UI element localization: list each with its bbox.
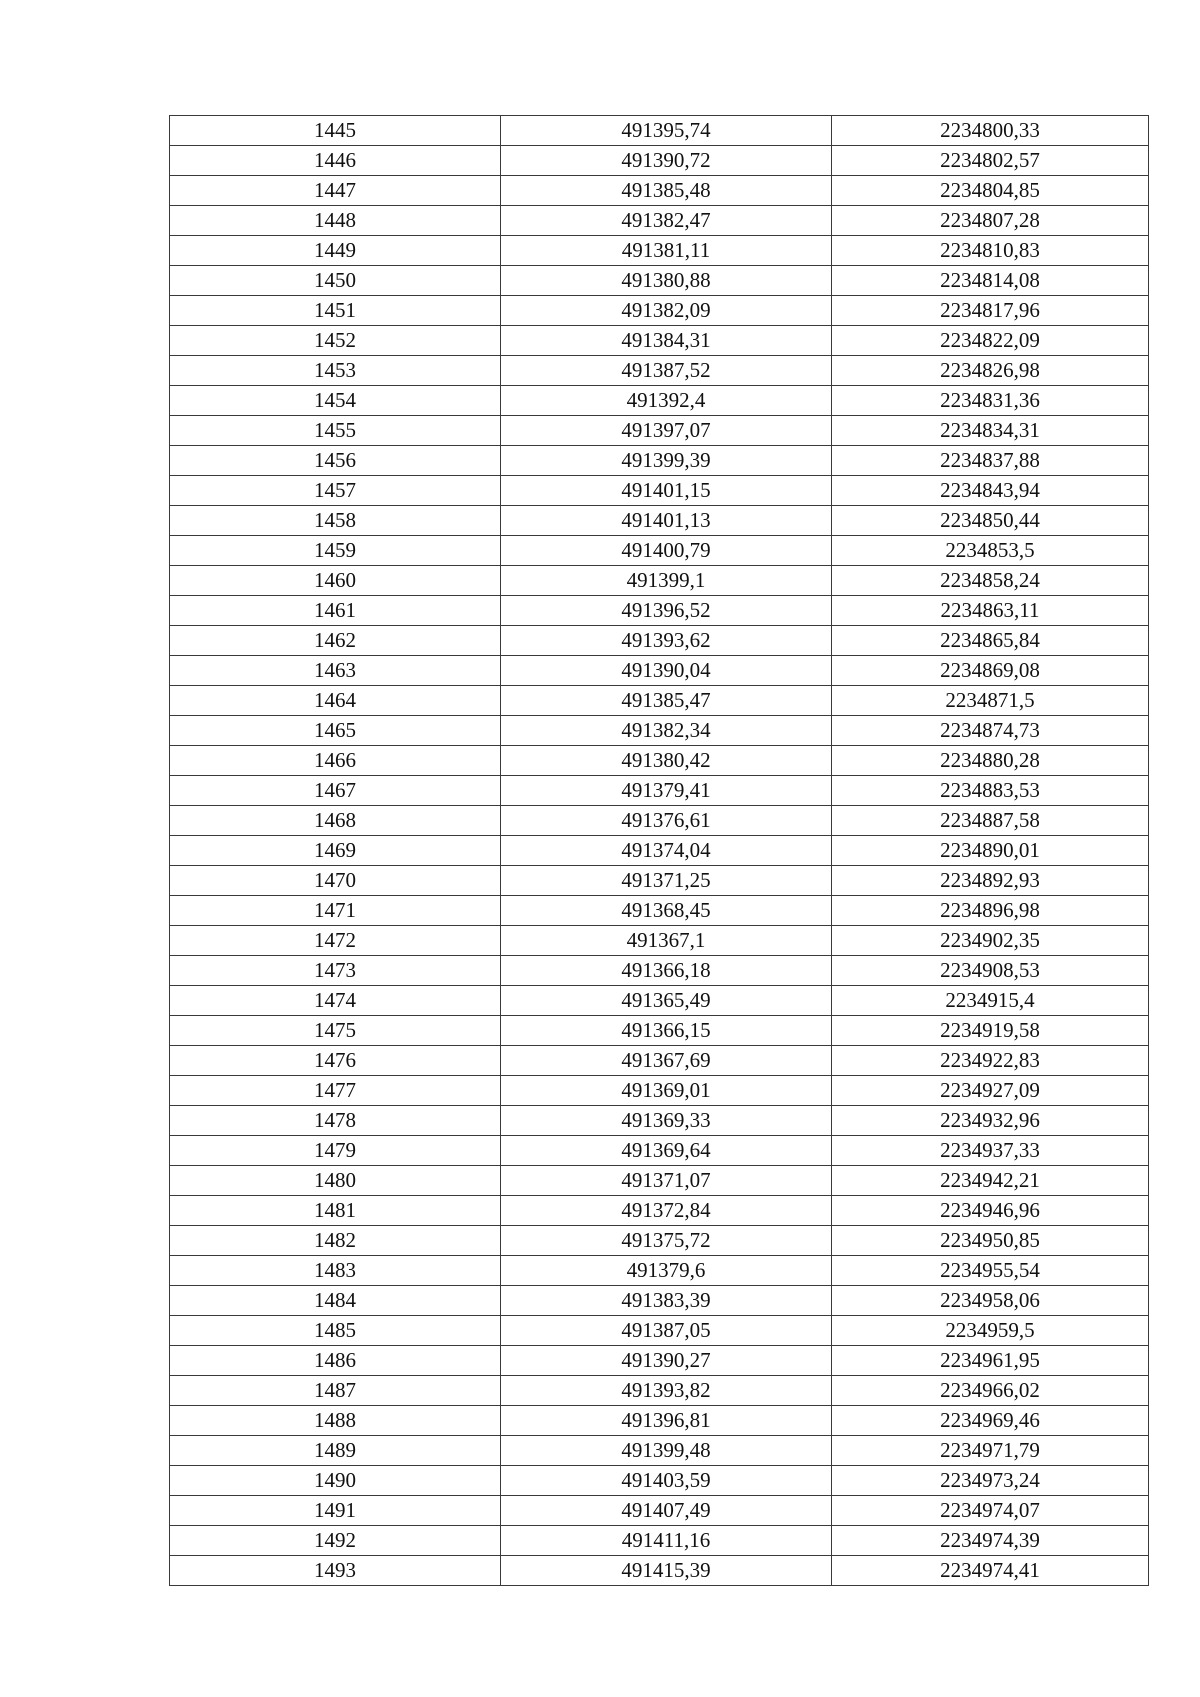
point-number-cell: 1447 [170, 176, 501, 206]
point-number-cell: 1492 [170, 1526, 501, 1556]
x-coordinate-cell: 491382,34 [501, 716, 832, 746]
point-number-cell: 1459 [170, 536, 501, 566]
table-row [170, 1436, 1149, 1466]
y-coordinate-cell: 2234966,02 [832, 1376, 1149, 1406]
table-row [170, 656, 1149, 686]
y-coordinate-cell: 2234865,84 [832, 626, 1149, 656]
table-row [170, 206, 1149, 236]
table-row [170, 776, 1149, 806]
point-number-cell: 1472 [170, 926, 501, 956]
x-coordinate-cell: 491397,07 [501, 416, 832, 446]
table-row [170, 1166, 1149, 1196]
y-coordinate-cell: 2234958,06 [832, 1286, 1149, 1316]
table-row [170, 1136, 1149, 1166]
x-coordinate-cell: 491371,25 [501, 866, 832, 896]
table-row [170, 1256, 1149, 1286]
point-number-cell: 1463 [170, 656, 501, 686]
x-coordinate-cell: 491376,61 [501, 806, 832, 836]
table-row [170, 1556, 1149, 1586]
y-coordinate-cell: 2234973,24 [832, 1466, 1149, 1496]
y-coordinate-cell: 2234880,28 [832, 746, 1149, 776]
point-number-cell: 1478 [170, 1106, 501, 1136]
table-row [170, 326, 1149, 356]
point-number-cell: 1460 [170, 566, 501, 596]
point-number-cell: 1483 [170, 1256, 501, 1286]
point-number-cell: 1451 [170, 296, 501, 326]
x-coordinate-cell: 491387,52 [501, 356, 832, 386]
point-number-cell: 1479 [170, 1136, 501, 1166]
y-coordinate-cell: 2234942,21 [832, 1166, 1149, 1196]
y-coordinate-cell: 2234946,96 [832, 1196, 1149, 1226]
table-row [170, 536, 1149, 566]
y-coordinate-cell: 2234932,96 [832, 1106, 1149, 1136]
y-coordinate-cell: 2234858,24 [832, 566, 1149, 596]
y-coordinate-cell: 2234902,35 [832, 926, 1149, 956]
point-number-cell: 1445 [170, 116, 501, 146]
x-coordinate-cell: 491379,41 [501, 776, 832, 806]
point-number-cell: 1469 [170, 836, 501, 866]
table-row [170, 866, 1149, 896]
y-coordinate-cell: 2234822,09 [832, 326, 1149, 356]
y-coordinate-cell: 2234814,08 [832, 266, 1149, 296]
y-coordinate-cell: 2234800,33 [832, 116, 1149, 146]
x-coordinate-cell: 491390,04 [501, 656, 832, 686]
point-number-cell: 1477 [170, 1076, 501, 1106]
x-coordinate-cell: 491411,16 [501, 1526, 832, 1556]
point-number-cell: 1461 [170, 596, 501, 626]
table-row [170, 986, 1149, 1016]
table-row [170, 266, 1149, 296]
point-number-cell: 1464 [170, 686, 501, 716]
y-coordinate-cell: 2234927,09 [832, 1076, 1149, 1106]
point-number-cell: 1473 [170, 956, 501, 986]
x-coordinate-cell: 491396,81 [501, 1406, 832, 1436]
y-coordinate-cell: 2234887,58 [832, 806, 1149, 836]
y-coordinate-cell: 2234874,73 [832, 716, 1149, 746]
x-coordinate-cell: 491396,52 [501, 596, 832, 626]
table-row [170, 386, 1149, 416]
table-row [170, 1346, 1149, 1376]
point-number-cell: 1453 [170, 356, 501, 386]
point-number-cell: 1458 [170, 506, 501, 536]
x-coordinate-cell: 491399,48 [501, 1436, 832, 1466]
x-coordinate-cell: 491390,27 [501, 1346, 832, 1376]
table-row [170, 1046, 1149, 1076]
x-coordinate-cell: 491390,72 [501, 146, 832, 176]
point-number-cell: 1475 [170, 1016, 501, 1046]
point-number-cell: 1484 [170, 1286, 501, 1316]
table-row [170, 596, 1149, 626]
point-number-cell: 1474 [170, 986, 501, 1016]
point-number-cell: 1450 [170, 266, 501, 296]
x-coordinate-cell: 491382,47 [501, 206, 832, 236]
y-coordinate-cell: 2234922,83 [832, 1046, 1149, 1076]
point-number-cell: 1482 [170, 1226, 501, 1256]
x-coordinate-cell: 491372,84 [501, 1196, 832, 1226]
y-coordinate-cell: 2234915,4 [832, 986, 1149, 1016]
y-coordinate-cell: 2234853,5 [832, 536, 1149, 566]
point-number-cell: 1454 [170, 386, 501, 416]
table-row [170, 1466, 1149, 1496]
point-number-cell: 1476 [170, 1046, 501, 1076]
x-coordinate-cell: 491375,72 [501, 1226, 832, 1256]
x-coordinate-cell: 491367,1 [501, 926, 832, 956]
x-coordinate-cell: 491366,18 [501, 956, 832, 986]
y-coordinate-cell: 2234831,36 [832, 386, 1149, 416]
table-row [170, 836, 1149, 866]
x-coordinate-cell: 491392,4 [501, 386, 832, 416]
point-number-cell: 1481 [170, 1196, 501, 1226]
table-row [170, 146, 1149, 176]
x-coordinate-cell: 491374,04 [501, 836, 832, 866]
y-coordinate-cell: 2234971,79 [832, 1436, 1149, 1466]
x-coordinate-cell: 491371,07 [501, 1166, 832, 1196]
point-number-cell: 1471 [170, 896, 501, 926]
y-coordinate-cell: 2234896,98 [832, 896, 1149, 926]
table-row [170, 236, 1149, 266]
table-row [170, 476, 1149, 506]
x-coordinate-cell: 491382,09 [501, 296, 832, 326]
y-coordinate-cell: 2234837,88 [832, 446, 1149, 476]
y-coordinate-cell: 2234869,08 [832, 656, 1149, 686]
point-number-cell: 1448 [170, 206, 501, 236]
y-coordinate-cell: 2234961,95 [832, 1346, 1149, 1376]
x-coordinate-cell: 491387,05 [501, 1316, 832, 1346]
y-coordinate-cell: 2234802,57 [832, 146, 1149, 176]
y-coordinate-cell: 2234892,93 [832, 866, 1149, 896]
table-row [170, 1376, 1149, 1406]
table-row [170, 896, 1149, 926]
x-coordinate-cell: 491379,6 [501, 1256, 832, 1286]
x-coordinate-cell: 491384,31 [501, 326, 832, 356]
point-number-cell: 1490 [170, 1466, 501, 1496]
y-coordinate-cell: 2234937,33 [832, 1136, 1149, 1166]
point-number-cell: 1493 [170, 1556, 501, 1586]
point-number-cell: 1449 [170, 236, 501, 266]
table-row [170, 1226, 1149, 1256]
table-row [170, 1316, 1149, 1346]
point-number-cell: 1456 [170, 446, 501, 476]
y-coordinate-cell: 2234850,44 [832, 506, 1149, 536]
x-coordinate-cell: 491381,11 [501, 236, 832, 266]
y-coordinate-cell: 2234843,94 [832, 476, 1149, 506]
point-number-cell: 1457 [170, 476, 501, 506]
point-number-cell: 1485 [170, 1316, 501, 1346]
x-coordinate-cell: 491383,39 [501, 1286, 832, 1316]
y-coordinate-cell: 2234955,54 [832, 1256, 1149, 1286]
y-coordinate-cell: 2234908,53 [832, 956, 1149, 986]
y-coordinate-cell: 2234871,5 [832, 686, 1149, 716]
table-row [170, 926, 1149, 956]
table-row [170, 1196, 1149, 1226]
table-row [170, 746, 1149, 776]
table-row [170, 1106, 1149, 1136]
table-row [170, 296, 1149, 326]
point-number-cell: 1470 [170, 866, 501, 896]
x-coordinate-cell: 491369,33 [501, 1106, 832, 1136]
point-number-cell: 1465 [170, 716, 501, 746]
table-row [170, 1286, 1149, 1316]
table-row [170, 626, 1149, 656]
point-number-cell: 1446 [170, 146, 501, 176]
table-row [170, 176, 1149, 206]
y-coordinate-cell: 2234883,53 [832, 776, 1149, 806]
point-number-cell: 1488 [170, 1406, 501, 1436]
y-coordinate-cell: 2234804,85 [832, 176, 1149, 206]
x-coordinate-cell: 491365,49 [501, 986, 832, 1016]
point-number-cell: 1491 [170, 1496, 501, 1526]
x-coordinate-cell: 491399,1 [501, 566, 832, 596]
y-coordinate-cell: 2234950,85 [832, 1226, 1149, 1256]
y-coordinate-cell: 2234863,11 [832, 596, 1149, 626]
x-coordinate-cell: 491369,64 [501, 1136, 832, 1166]
coordinates-table [169, 115, 1149, 1586]
x-coordinate-cell: 491393,62 [501, 626, 832, 656]
y-coordinate-cell: 2234919,58 [832, 1016, 1149, 1046]
table-row [170, 1406, 1149, 1436]
y-coordinate-cell: 2234890,01 [832, 836, 1149, 866]
point-number-cell: 1487 [170, 1376, 501, 1406]
point-number-cell: 1480 [170, 1166, 501, 1196]
point-number-cell: 1486 [170, 1346, 501, 1376]
x-coordinate-cell: 491415,39 [501, 1556, 832, 1586]
y-coordinate-cell: 2234810,83 [832, 236, 1149, 266]
y-coordinate-cell: 2234974,07 [832, 1496, 1149, 1526]
x-coordinate-cell: 491380,42 [501, 746, 832, 776]
y-coordinate-cell: 2234974,41 [832, 1556, 1149, 1586]
point-number-cell: 1452 [170, 326, 501, 356]
table-row [170, 356, 1149, 386]
y-coordinate-cell: 2234826,98 [832, 356, 1149, 386]
table-row [170, 566, 1149, 596]
table-row [170, 506, 1149, 536]
point-number-cell: 1468 [170, 806, 501, 836]
table-row [170, 116, 1149, 146]
point-number-cell: 1462 [170, 626, 501, 656]
coordinates-table-body [170, 116, 1149, 1586]
y-coordinate-cell: 2234834,31 [832, 416, 1149, 446]
point-number-cell: 1489 [170, 1436, 501, 1466]
x-coordinate-cell: 491395,74 [501, 116, 832, 146]
table-row [170, 1076, 1149, 1106]
x-coordinate-cell: 491399,39 [501, 446, 832, 476]
table-row [170, 806, 1149, 836]
point-number-cell: 1466 [170, 746, 501, 776]
x-coordinate-cell: 491407,49 [501, 1496, 832, 1526]
x-coordinate-cell: 491385,47 [501, 686, 832, 716]
table-row [170, 686, 1149, 716]
table-row [170, 1016, 1149, 1046]
x-coordinate-cell: 491393,82 [501, 1376, 832, 1406]
x-coordinate-cell: 491368,45 [501, 896, 832, 926]
x-coordinate-cell: 491366,15 [501, 1016, 832, 1046]
table-row [170, 1526, 1149, 1556]
point-number-cell: 1467 [170, 776, 501, 806]
x-coordinate-cell: 491369,01 [501, 1076, 832, 1106]
table-row [170, 446, 1149, 476]
table-row [170, 956, 1149, 986]
x-coordinate-cell: 491401,13 [501, 506, 832, 536]
table-row [170, 416, 1149, 446]
y-coordinate-cell: 2234817,96 [832, 296, 1149, 326]
x-coordinate-cell: 491400,79 [501, 536, 832, 566]
x-coordinate-cell: 491401,15 [501, 476, 832, 506]
y-coordinate-cell: 2234969,46 [832, 1406, 1149, 1436]
point-number-cell: 1455 [170, 416, 501, 446]
y-coordinate-cell: 2234959,5 [832, 1316, 1149, 1346]
x-coordinate-cell: 491385,48 [501, 176, 832, 206]
x-coordinate-cell: 491367,69 [501, 1046, 832, 1076]
y-coordinate-cell: 2234974,39 [832, 1526, 1149, 1556]
table-row [170, 716, 1149, 746]
y-coordinate-cell: 2234807,28 [832, 206, 1149, 236]
table-row [170, 1496, 1149, 1526]
x-coordinate-cell: 491380,88 [501, 266, 832, 296]
x-coordinate-cell: 491403,59 [501, 1466, 832, 1496]
